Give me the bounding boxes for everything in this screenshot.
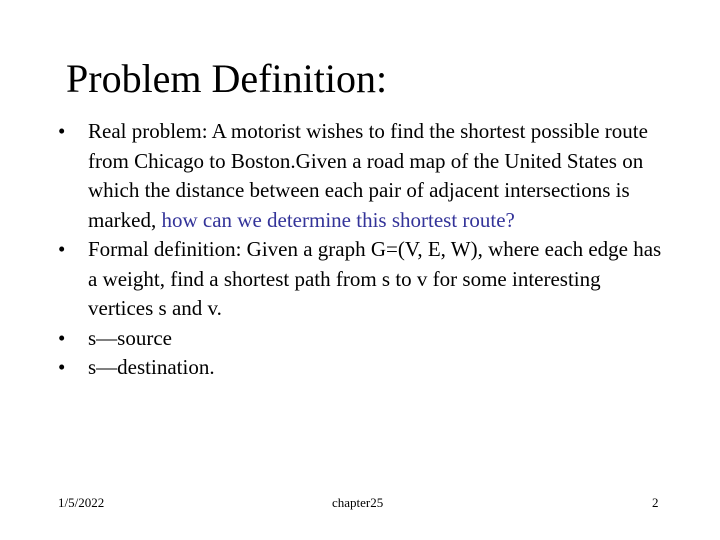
bullet-item-source: [58, 324, 668, 354]
bullet-text: Real problem: A motorist wishes to find the shortest possible route from Chicago to Boston.Given a road map of the United States on which the distance between each pair of adjacent intersections is marked,: [88, 119, 648, 232]
bullet-icon: •: [58, 237, 66, 261]
footer-page-number: 2: [652, 495, 659, 510]
bullet-text: Formal definition: Given a graph G=(V, E, W), where each edge has a weight, find a shortest path from s to v for some interesting vertices s and v.: [88, 237, 662, 320]
slide-title: Problem Definition:: [66, 56, 388, 101]
bullet-icon: •: [58, 325, 66, 350]
footer-chapter: chapter25: [332, 495, 384, 510]
bullet-icon: •: [58, 355, 66, 379]
bullet-item-destination: [58, 353, 668, 383]
bullet-accent-text: how can we determine this shortest route?: [161, 207, 515, 232]
bullet-item-real-problem: [58, 117, 668, 235]
bullet-icon: •: [58, 119, 66, 143]
footer-date: 1/5/2022: [58, 495, 105, 510]
bullet-list: [58, 117, 668, 383]
bullet-text: s—destination.: [88, 355, 215, 379]
bullet-text: s—source: [88, 325, 172, 350]
bullet-item-formal-definition: [58, 235, 668, 324]
